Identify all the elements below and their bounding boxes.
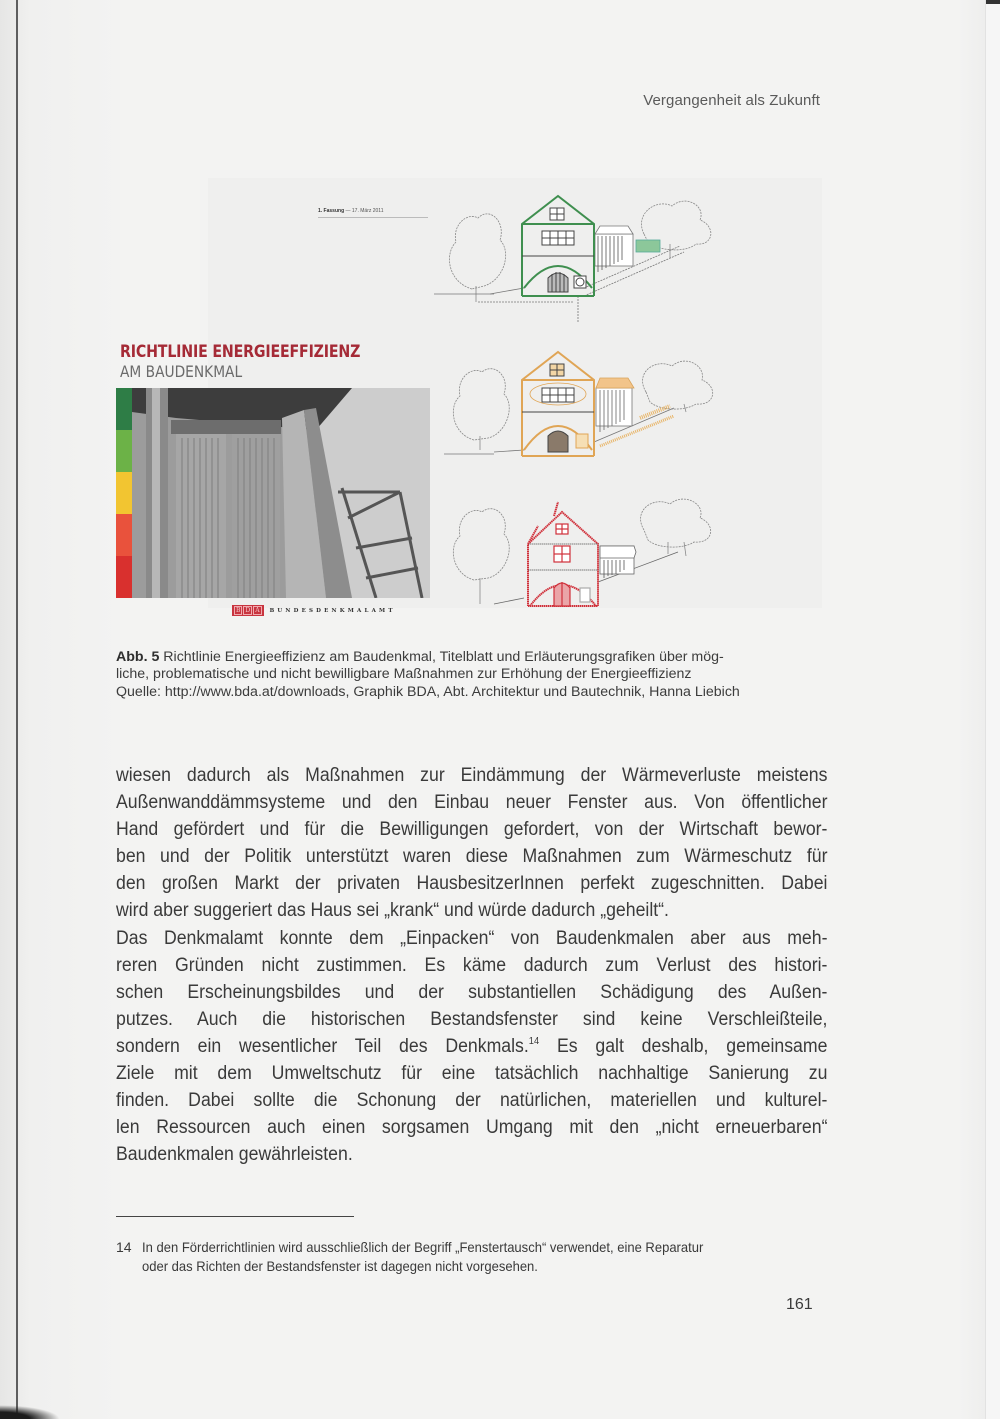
energy-scale-red bbox=[116, 556, 132, 598]
body-line: len Ressourcen auch einen sorgsamen Umgang mit den „nicht erneuerbaren“ bbox=[116, 1117, 828, 1139]
caption-line: Quelle: http://www.bda.at/downloads, Graphik BDA, Abt. Architektur und Bautechnik, Hanna Liebich bbox=[116, 683, 740, 700]
tree-icon-left bbox=[453, 509, 509, 604]
caption-line: liche, problematische und nicht bewilligbare Maßnahmen zur Erhöhung der Energieeffizienz bbox=[116, 666, 692, 683]
cover-issue-line bbox=[318, 208, 428, 218]
energy-scale-orange bbox=[116, 514, 132, 556]
figure bbox=[116, 178, 822, 614]
drawing-problematic-measures bbox=[434, 346, 734, 476]
corner-shadow bbox=[0, 1405, 60, 1419]
energy-scale-green-light bbox=[116, 430, 132, 472]
footnote-line: oder das Richten der Bestandsfenster ist dagegen nicht vorgesehen. bbox=[142, 1257, 538, 1274]
facade-photo bbox=[116, 388, 430, 598]
tree-icon-right bbox=[643, 361, 713, 412]
book-gutter bbox=[16, 0, 18, 1419]
body-line-text: Es galt deshalb, gemeinsame bbox=[539, 1035, 828, 1057]
caption-text: Richtlinie Energieeffizienz am Baudenkmal, Titelblatt und Erläuterungsgrafiken über mög- bbox=[159, 649, 724, 665]
house-section-drawing bbox=[434, 346, 734, 476]
body-line: putzes. Auch die historischen Bestandsfenster sind keine Verschleißteile, bbox=[116, 1008, 828, 1030]
cover-subtitle: AM BAUDENKMAL bbox=[120, 362, 243, 381]
cover-photo bbox=[116, 388, 430, 598]
body-line: wiesen dadurch als Maßnahmen zur Eindämmung der Wärmeverluste meistens bbox=[116, 765, 828, 786]
body-line: Außenwanddämmsysteme und den Einbau neuer Fenster aus. Von öffentlicher bbox=[116, 792, 828, 814]
footnote-line: In den Förderrichtlinien wird ausschließlich der Begriff „Fenstertausch“ verwendet, eine Reparatur bbox=[142, 1239, 704, 1255]
page-number: 161 bbox=[786, 1296, 813, 1313]
energy-scale-bar bbox=[116, 388, 132, 598]
energy-scale-yellow bbox=[116, 472, 132, 514]
page-edge-shadow bbox=[986, 0, 1000, 4]
energy-scale-green-dark bbox=[116, 388, 132, 430]
body-line: finden. Dabei sollte die Schonung der natürlichen, materiellen und kulturel- bbox=[116, 1090, 828, 1112]
body-line: den großen Markt der privaten HausbesitzerInnen perfekt zugeschnitten. Dabei bbox=[116, 873, 828, 895]
bda-logo-letter: A bbox=[255, 607, 260, 614]
page-edge bbox=[985, 0, 1000, 1419]
cover-issue-date: — 17. März 2011 bbox=[345, 208, 384, 214]
body-line: Hand gefördert und für die Bewilligungen gefordert, von der Wirtschaft bewor- bbox=[116, 819, 828, 841]
house-section-drawing bbox=[434, 478, 734, 610]
body-line: Baudenkmalen gewährleisten. bbox=[116, 1144, 353, 1166]
body-text bbox=[116, 762, 828, 1168]
publisher-footer bbox=[232, 605, 396, 616]
bda-logo bbox=[232, 605, 264, 616]
body-line: schen Erscheinungsbildes und der substantiellen Schädigung des Außen- bbox=[116, 981, 828, 1003]
body-line: Ziele mit dem Umweltschutz für eine tatsächlich nachhaltige Sanierung zu bbox=[116, 1063, 828, 1085]
footnote-text bbox=[142, 1238, 842, 1275]
tree-icon-right bbox=[641, 499, 711, 556]
caption-line bbox=[116, 649, 836, 666]
tree-icon-left bbox=[449, 214, 505, 302]
tree-icon-left bbox=[453, 369, 509, 450]
cover-title: RICHTLINIE ENERGIEEFFIZIENZ bbox=[120, 342, 361, 361]
body-line: Das Denkmalamt konnte dem „Einpacken“ von Baudenkmalen aber aus meh- bbox=[116, 927, 828, 949]
running-head: Vergangenheit als Zukunft bbox=[643, 92, 820, 109]
house-section-drawing bbox=[434, 184, 734, 334]
publisher-name: BUNDESDENKMALAMT bbox=[269, 607, 396, 614]
footnote-reference[interactable]: 14 bbox=[528, 1035, 540, 1047]
caption-label: Abb. 5 bbox=[116, 649, 160, 665]
body-line: wird aber suggeriert das Haus sei „krank“ und würde dadurch „geheilt“. bbox=[116, 900, 669, 922]
drawing-possible-measures bbox=[434, 184, 734, 334]
drawing-not-permissible-measures bbox=[434, 478, 734, 610]
body-line-text: sondern ein wesentlicher Teil des Denkmals. bbox=[116, 1035, 529, 1057]
body-line-with-footnote bbox=[116, 1033, 827, 1060]
bda-logo-letter: B bbox=[236, 607, 241, 614]
body-line: reren Gründen nicht zustimmen. Es käme dadurch zum Verlust des histori- bbox=[116, 954, 828, 976]
cover-issue-label: 1. Fassung bbox=[318, 208, 345, 214]
brochure-cover bbox=[116, 198, 434, 628]
figure-caption bbox=[116, 649, 836, 701]
bda-logo-letter: D bbox=[245, 607, 251, 614]
footnote-number: 14 bbox=[116, 1239, 132, 1255]
footnote-rule bbox=[116, 1216, 354, 1217]
body-line: ben und der Politik unterstützt waren diese Maßnahmen zum Wärmeschutz für bbox=[116, 846, 828, 868]
